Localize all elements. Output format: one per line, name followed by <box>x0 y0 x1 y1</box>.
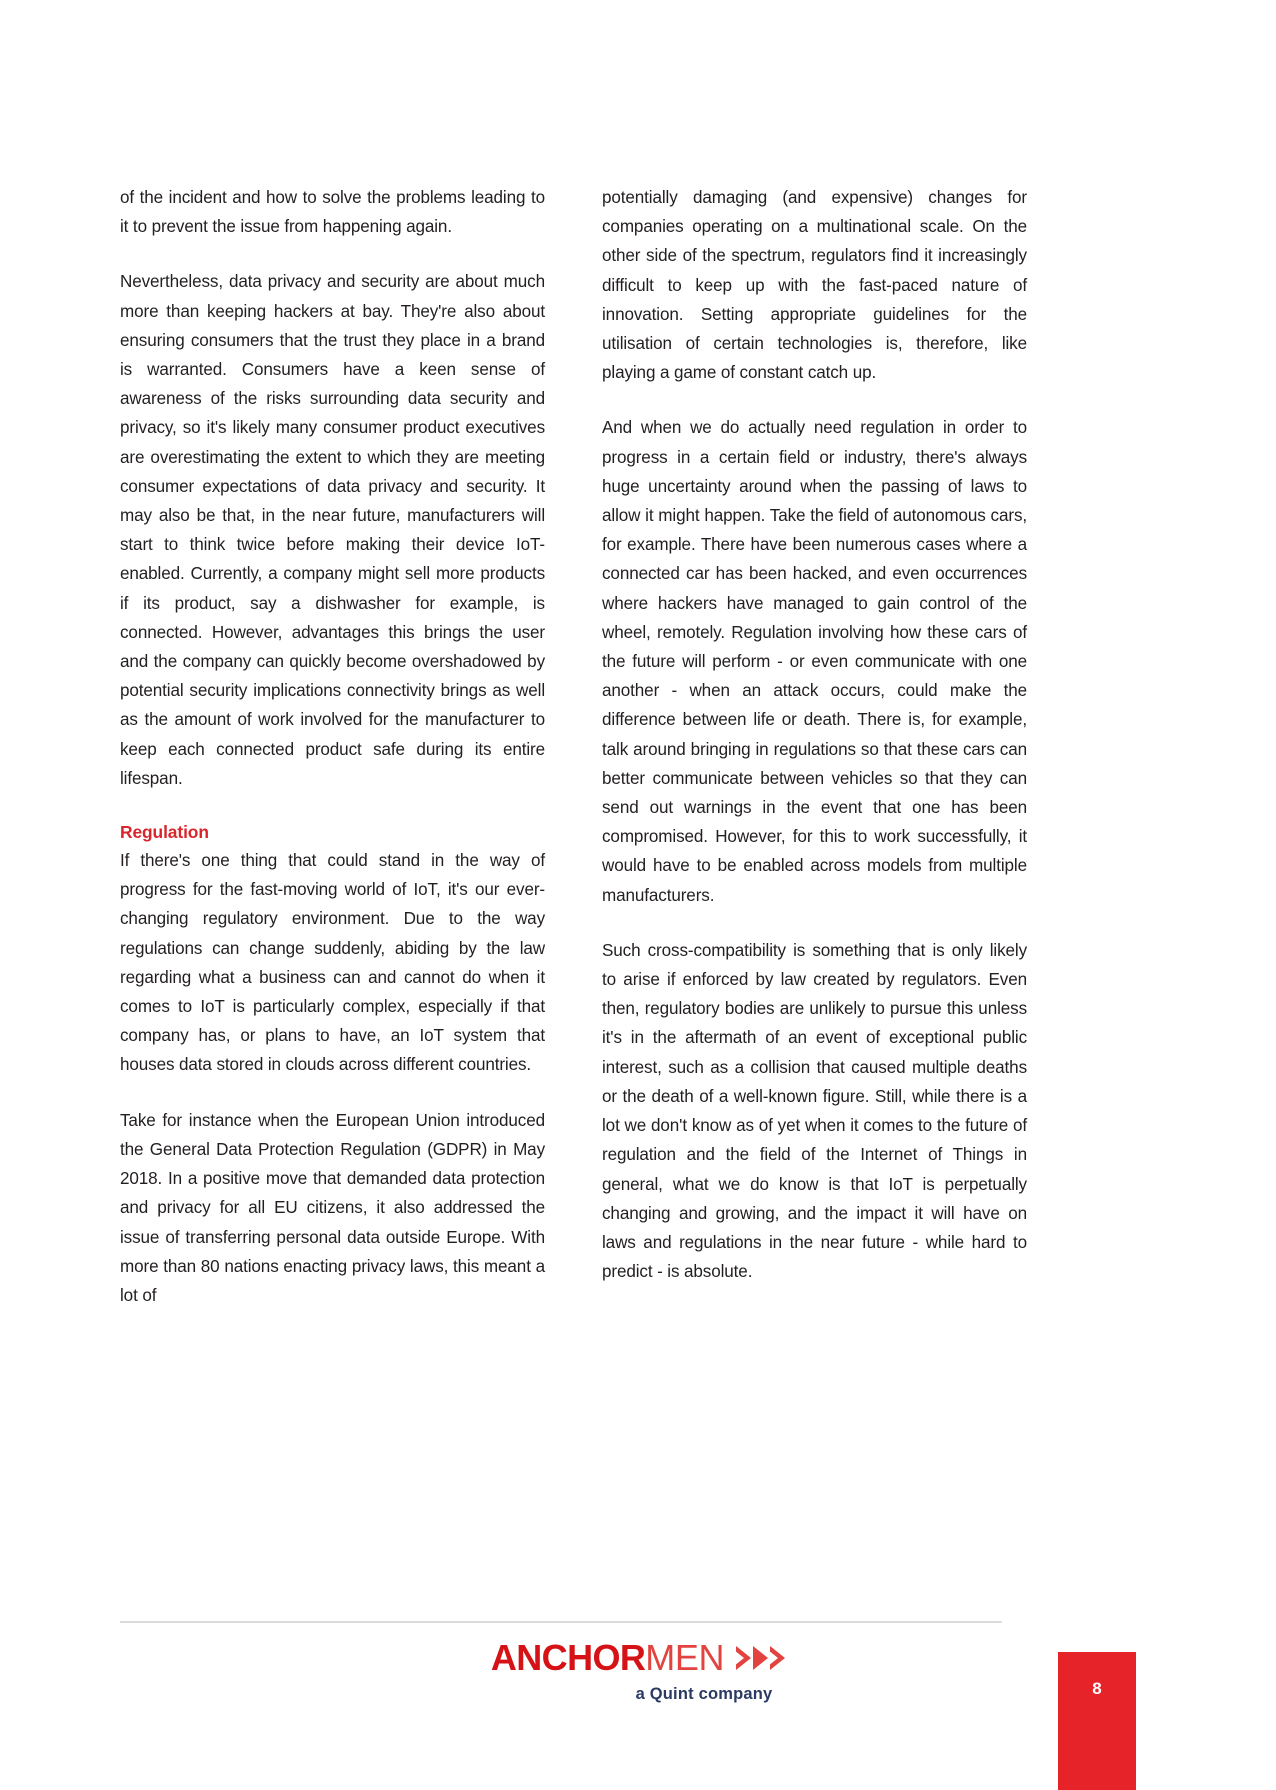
chevron-arrows-icon <box>736 1646 785 1670</box>
paragraph: And when we do actually need regulation in order to progress in a certain field or industry, there's always huge uncertainty around when the passing of laws to allow it might happen. Take the field of autonomous cars, for example. There have been numerous cases where a connected car has been hacked, and even occurrences where hackers have managed to gain control of the wheel, remotely. Regulation involving how these cars of the future will perform - or even communicate with one another - when an attack occurs, could make the difference between life or death. There is, for example, talk around bringing in regulations so that these cars can better communicate between vehicles so that they can send out warnings in the event that one has been compromised. However, for this to work successfully, it would have to be enabled across models from multiple manufacturers. <box>602 418 1027 905</box>
footer-divider <box>120 1621 1002 1623</box>
paragraph: Take for instance when the European Union introduced the General Data Protection Regulation (GDPR) in May 2018. In a positive move that demanded data protection and privacy for all EU citizens, it also addressed the issue of transferring personal data outside Europe. With more than 80 nations enacting privacy laws, this meant a lot of <box>120 1110 545 1305</box>
paragraph: Such cross-compatibility is something that is only likely to arise if enforced by law created by regulators. Even then, regulatory bodies are unlikely to pursue this unless it's in the aftermath of an event of exceptional public interest, such as a collision that caused multiple deaths or the death of a well-known figure. Still, while there is a lot we don't know as of yet when it comes to the future of regulation and the field of the Internet of Things in general, what we do know is that IoT is perpetually changing and growing, and the impact it will have on laws and regulations in the near future - while hard to predict - is absolute. <box>602 940 1027 1282</box>
logo-secondary-text: MEN <box>645 1637 725 1678</box>
logo-primary-text: ANCHOR <box>490 1637 646 1678</box>
paragraph: If there's one thing that could stand in the way of progress for the fast-moving world of IoT, it's our ever-changing regulatory environment. Due to the way regulations can change suddenly, abiding by the law regarding what a business can and cannot do when it comes to IoT is particularly complex, especially if that company has, or plans to have, an IoT system that houses data stored in clouds across different countries. <box>120 851 545 1075</box>
chevron-outline-icon <box>770 1646 785 1670</box>
left-column <box>120 183 545 1310</box>
page-number: 8 <box>1092 1679 1102 1698</box>
paragraph: of the incident and how to solve the problems leading to it to prevent the issue from happening again. <box>120 188 545 237</box>
chevron-solid-icon <box>753 1646 768 1670</box>
paragraph: potentially damaging (and expensive) changes for companies operating on a multinational scale. On the other side of the spectrum, regulators find it increasingly difficult to keep up with the fast-paced nature of innovation. Setting appropriate guidelines for the utilisation of certain technologies is, therefore, like playing a game of constant catch up. <box>602 188 1027 383</box>
page-number-tab <box>1058 1652 1136 1790</box>
two-column-body <box>120 183 1027 1310</box>
logo-tagline: a Quint company <box>635 1685 773 1703</box>
regulation-section <box>120 819 545 1080</box>
section-heading-regulation: Regulation <box>120 822 209 843</box>
right-column <box>602 183 1027 1310</box>
chevron-outline-icon <box>736 1646 751 1670</box>
logo-wordmark <box>490 1637 785 1678</box>
paragraph: Nevertheless, data privacy and security are about much more than keeping hackers at bay. They're also about ensuring consumers that the trust they place in a brand is warranted. Consumers have a keen sense of awareness of the risks surrounding data security and privacy, so it's likely many consumer product executives are overestimating the extent to which they are meeting consumer expectations of data privacy and security. It may also be that, in the near future, manufacturers will start to think twice before making their device IoT-enabled. Currently, a company might sell more products if its product, say a dishwasher for example, is connected. However, advantages this brings the user and the company can quickly become overshadowed by potential security implications connectivity brings as well as the amount of work involved for the manufacturer to keep each connected product safe during its entire lifespan. <box>120 272 545 788</box>
